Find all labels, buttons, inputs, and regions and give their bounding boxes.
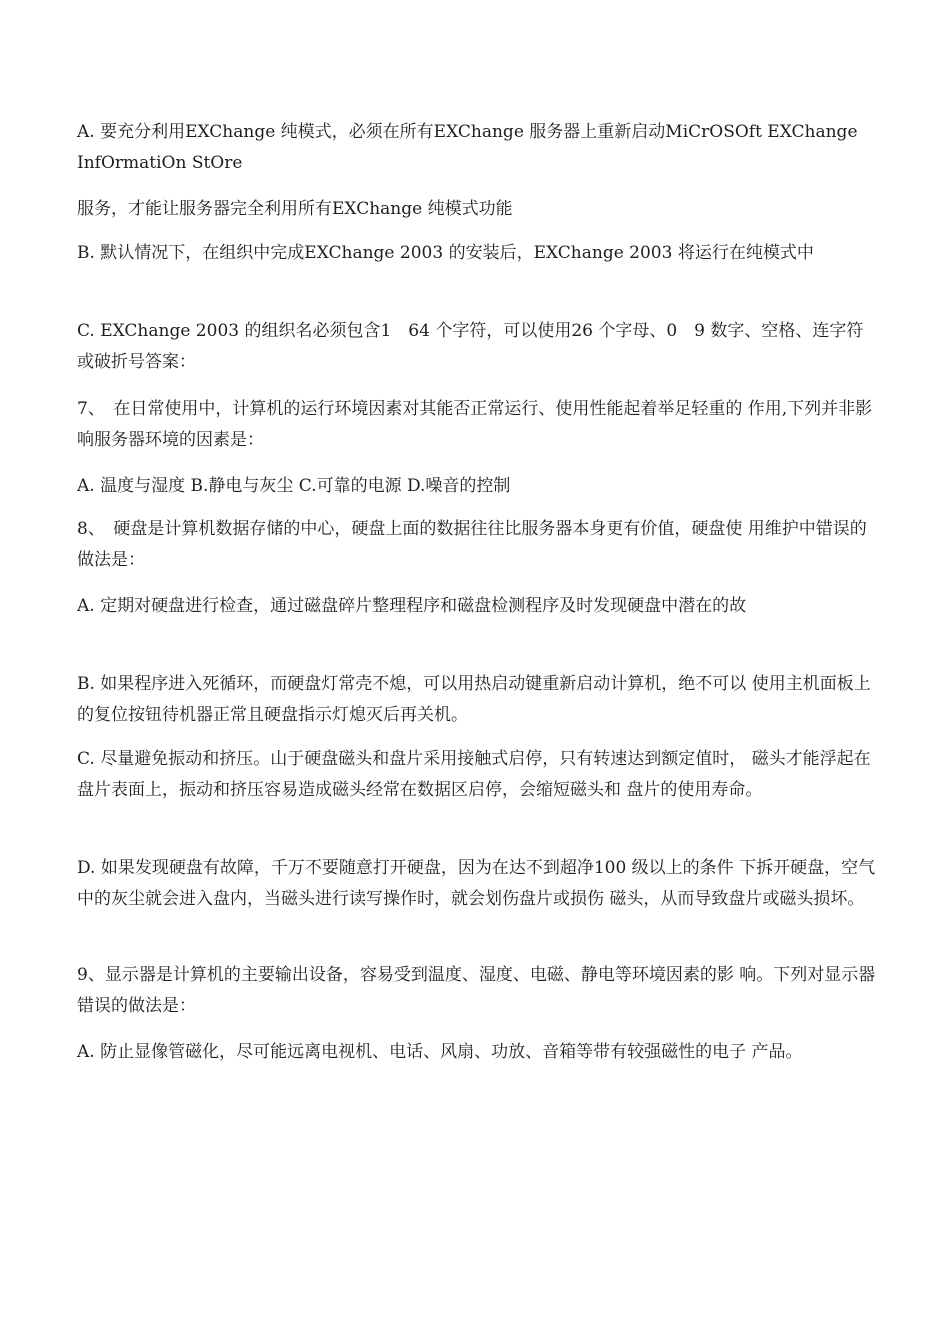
question-8-option-d: D. 如果发现硬盘有故障，千万不要随意打开硬盘，因为在达不到超净100 级以上的条件 下拆开硬盘，空气中的灰尘就会进入盘内，当磁头进行读写操作时，就会划伤盘片或损伤 磁头，从而导致盘片或磁头损坏。 <box>77 858 876 909</box>
question-9-option-a: A. 防止显像管磁化，尽可能远离电视机、电话、风扇、功放、音箱等带有较强磁性的电子 产品。 <box>77 1042 803 1062</box>
question-8: 8、 硬盘是计算机数据存储的中心，硬盘上面的数据往往比服务器本身更有价值，硬盘使 用维护中错误的做法是： <box>77 519 867 570</box>
question-7-options: A. 温度与湿度 B.静电与灰尘 C.可靠的电源 D.噪音的控制 <box>77 476 511 496</box>
question-8-option-a: A. 定期对硬盘进行检查，通过磁盘碎片整理程序和磁盘检测程序及时发现硬盘中潜在的故 <box>77 596 747 616</box>
question-7: 7、 在日常使用中，计算机的运行环境因素对其能否正常运行、使用性能起着举足轻重的 作用,下列并非影响服务器环境的因素是： <box>77 399 873 450</box>
paragraph-exchange-option-a-continued: 服务，才能让服务器完全利用所有EXChange 纯模式功能 <box>77 199 513 219</box>
paragraph-exchange-option-b: B. 默认情况下，在组织中完成EXChange 2003 的安装后，EXChange 2003 将运行在纯模式中 <box>77 243 814 263</box>
question-8-option-c: C. 尽量避免振动和挤压。山于硬盘磁头和盘片采用接触式启停，只有转速达到额定值时， 磁头才能浮起在盘片表面上，振动和挤压容易造成磁头经常在数据区启停，会缩短磁头和 盘片的使用寿命。 <box>77 749 871 800</box>
question-8-option-b: B. 如果程序进入死循环，而硬盘灯常壳不熄，可以用热启动键重新启动计算机，绝不可以 使用主机面板上的复位按钮待机器正常且硬盘指示灯熄灭后再关机。 <box>77 674 871 725</box>
question-9: 9、显示器是计算机的主要输出设备，容易受到温度、湿度、电磁、静电等环境因素的影 响。下列对显示器错误的做法是： <box>77 965 876 1016</box>
paragraph-exchange-option-c: C. EXChange 2003 的组织名必须包含1 64 个字符，可以使用26 个字母、0 9 数字、空格、连字符或破折号答案： <box>77 321 864 372</box>
paragraph-exchange-option-a: A. 要充分利用EXChange 纯模式，必须在所有EXChange 服务器上重新启动MiCrOSOft EXChange InfOrmatiOn StOre <box>77 122 858 173</box>
